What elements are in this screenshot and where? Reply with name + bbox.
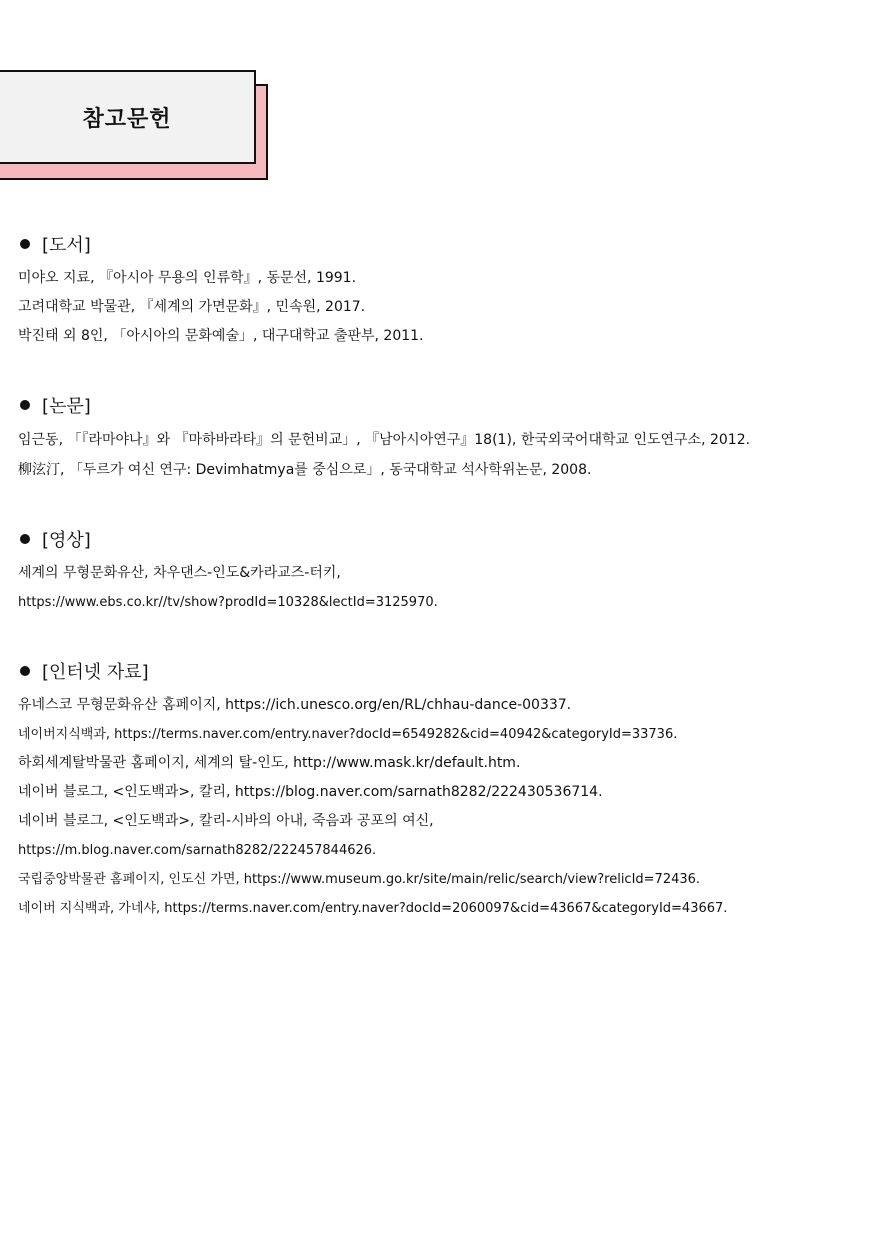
section-heading-label: [도서]	[42, 235, 91, 256]
section-heading	[18, 655, 883, 687]
reference-entry: 박진태 외 8인, 「아시아의 문화예술」, 대구대학교 출판부, 2011.	[18, 328, 424, 344]
section-heading	[18, 228, 883, 260]
section-heading-label: [인터넷 자료]	[42, 662, 149, 683]
reference-entry: 네이버지식백과, https://terms.naver.com/entry.naver?docId=6549282&cid=40942&categoryId=33736.	[18, 727, 678, 742]
title-banner	[0, 70, 270, 180]
reference-entry: 임근동, 「『라마야나』와 『마하바라타』의 문헌비교」, 『남아시아연구』18(1), 한국외국어대학교 인도연구소, 2012.	[18, 432, 751, 448]
section-papers	[18, 389, 883, 485]
reference-entry: 네이버 지식백과, 가네샤, https://terms.naver.com/entry.naver?docId=2060097&cid=43667&categoryId=43667.	[18, 901, 728, 916]
bullet-icon	[20, 239, 30, 249]
bullet-icon	[20, 400, 30, 410]
reference-entry: 柳泫汀, 「두르가 여신 연구: Devimhatmya를 중심으로」, 동국대학교 석사학위논문, 2008.	[18, 462, 592, 478]
section-internet	[18, 655, 883, 923]
bullet-icon	[20, 534, 30, 544]
reference-entry: 세계의 무형문화유산, 차우댄스-인도&카라교즈-터키,	[18, 565, 341, 581]
section-heading	[18, 389, 883, 421]
title-box	[0, 70, 256, 164]
reference-list	[18, 228, 883, 961]
reference-entry: 네이버 블로그, <인도백과>, 칼리-시바의 아내, 죽음과 공포의 여신,	[18, 813, 434, 829]
section-videos	[18, 523, 883, 617]
reference-entry: 유네스코 무형문화유산 홈페이지, https://ich.unesco.org/en/RL/chhau-dance-00337.	[18, 697, 572, 713]
reference-entry: 고려대학교 박물관, 『세계의 가면문화』, 민속원, 2017.	[18, 299, 366, 315]
section-heading-label: [논문]	[42, 396, 91, 417]
reference-entry: 네이버 블로그, <인도백과>, 칼리, https://blog.naver.com/sarnath8282/222430536714.	[18, 784, 603, 800]
reference-entry: 국립중앙박물관 홈페이지, 인도신 가면, https://www.museum.go.kr/site/main/relic/search/view?relicId=72436.	[18, 872, 701, 887]
section-heading-label: [영상]	[42, 530, 91, 551]
section-heading	[18, 523, 883, 555]
bullet-icon	[20, 666, 30, 676]
reference-entry: 하회세계탈박물관 홈페이지, 세계의 탈-인도, http://www.mask.kr/default.htm.	[18, 755, 521, 771]
reference-entry: 미야오 지료, 『아시아 무용의 인류학』, 동문선, 1991.	[18, 270, 357, 286]
section-books	[18, 228, 883, 351]
reference-url[interactable]: https://m.blog.naver.com/sarnath8282/222457844626.	[18, 843, 377, 858]
page-title: 참고문헌	[82, 106, 172, 132]
reference-url[interactable]: https://www.ebs.co.kr//tv/show?prodId=10328&lectId=3125970.	[18, 595, 438, 610]
